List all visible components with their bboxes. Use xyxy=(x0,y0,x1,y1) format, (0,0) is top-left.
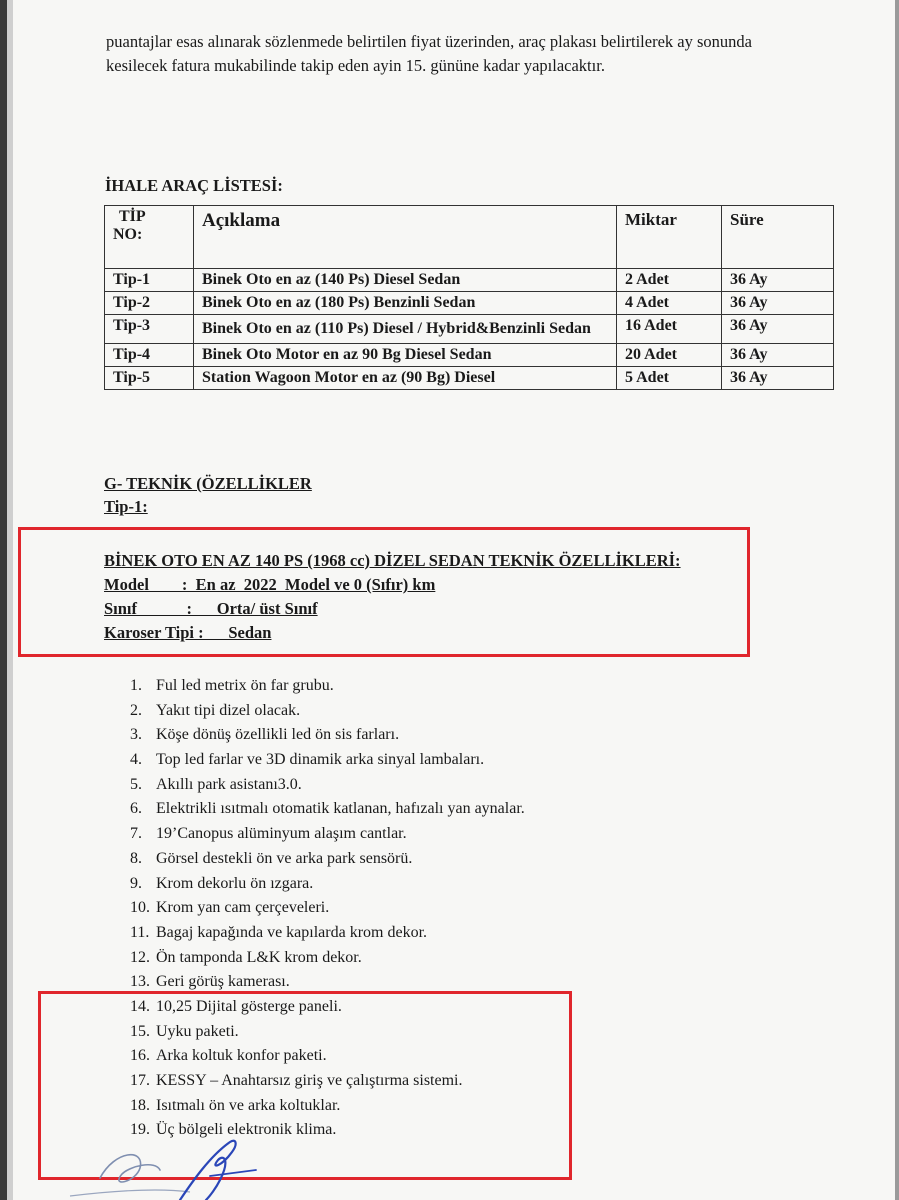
header-tip-no xyxy=(105,206,194,269)
header-duration xyxy=(722,206,834,269)
item-text: Krom yan cam çerçeveleri. xyxy=(156,899,330,917)
list-item xyxy=(130,723,525,748)
item-number: 18. xyxy=(130,1096,150,1114)
item-text: Yakıt tipi dizel olacak. xyxy=(156,701,301,719)
vehicle-list-title: İHALE ARAÇ LİSTESİ: xyxy=(105,176,283,195)
technical-section-title: G- TEKNİK (ÖZELLİKLER xyxy=(104,474,312,493)
cell-quantity: 4 Adet xyxy=(617,292,722,315)
item-number: 13. xyxy=(130,973,150,991)
item-text: Akıllı park asistanı3.0. xyxy=(156,775,302,793)
cell-quantity: 16 Adet xyxy=(617,315,722,344)
item-text: Top led farlar ve 3D dinamik arka sinyal lambaları. xyxy=(156,751,485,769)
item-number: 16. xyxy=(130,1047,150,1065)
item-number: 12. xyxy=(130,948,150,966)
cell-description: Binek Oto en az (110 Ps) Diesel / Hybrid&Benzinli Sedan xyxy=(194,315,617,344)
header-description-label: Açıklama xyxy=(202,210,281,231)
intro-line-2: kesilecek fatura mukabilinde takip eden ayin 15. gününe kadar yapılacaktır. xyxy=(106,56,605,75)
list-item xyxy=(130,921,525,946)
item-text: Üç bölgeli elektronik klima. xyxy=(156,1121,337,1139)
item-number: 11. xyxy=(130,923,150,941)
cell-duration: 36 Ay xyxy=(722,292,834,315)
scan-edge-shadow xyxy=(7,0,13,1200)
header-quantity xyxy=(617,206,722,269)
item-text: Krom dekorlu ön ızgara. xyxy=(156,874,314,892)
item-text: Ön tamponda L&K krom dekor. xyxy=(156,948,362,966)
spec-class: Sınıf : Orta/ üst Sınıf xyxy=(104,599,318,618)
item-number: 8. xyxy=(130,849,142,867)
item-number: 15. xyxy=(130,1022,150,1040)
item-number: 19. xyxy=(130,1121,150,1139)
item-text: 19’Canopus alüminyum alaşım cantlar. xyxy=(156,825,407,843)
list-item xyxy=(130,822,525,847)
cell-description: Binek Oto en az (140 Ps) Diesel Sedan xyxy=(194,269,617,292)
signature-icon xyxy=(60,1130,300,1200)
spec-title: BİNEK OTO EN AZ 140 PS (1968 cc) DİZEL SEDAN TEKNİK ÖZELLİKLERİ: xyxy=(104,551,681,570)
cell-tip: Tip-1 xyxy=(105,269,194,292)
cell-duration: 36 Ay xyxy=(722,344,834,367)
cell-duration: 36 Ay xyxy=(722,315,834,344)
cell-description: Binek Oto en az (180 Ps) Benzinli Sedan xyxy=(194,292,617,315)
table-row xyxy=(105,344,834,367)
spec-model: Model : En az 2022 Model ve 0 (Sıfır) km xyxy=(104,575,436,594)
header-no-label: NO: xyxy=(113,226,143,243)
header-description xyxy=(194,206,617,269)
item-text: Ful led metrix ön far grubu. xyxy=(156,677,334,694)
cell-description: Binek Oto Motor en az 90 Bg Diesel Sedan xyxy=(194,344,617,367)
item-text: Geri görüş kamerası. xyxy=(156,973,290,991)
item-text: Isıtmalı ön ve arka koltuklar. xyxy=(156,1096,341,1114)
item-number: 10. xyxy=(130,899,150,917)
spec-body-type: Karoser Tipi : Sedan xyxy=(104,623,272,642)
header-duration-label: Süre xyxy=(730,210,764,229)
cell-quantity: 2 Adet xyxy=(617,269,722,292)
list-item xyxy=(130,847,525,872)
item-text: Arka koltuk konfor paketi. xyxy=(156,1047,327,1065)
cell-duration: 36 Ay xyxy=(722,269,834,292)
list-item xyxy=(130,946,525,971)
item-number: 2. xyxy=(130,701,142,719)
scan-edge-right xyxy=(895,0,899,1200)
item-text: Görsel destekli ön ve arka park sensörü. xyxy=(156,849,413,867)
intro-line-1: puantajlar esas alınarak sözlenmede belirtilen fiyat üzerinden, araç plakası belirtilerek ay sonunda xyxy=(106,32,752,51)
list-item xyxy=(130,674,525,699)
cell-tip: Tip-3 xyxy=(105,315,194,344)
cell-tip: Tip-4 xyxy=(105,344,194,367)
list-item xyxy=(130,797,525,822)
list-item xyxy=(130,748,525,773)
table-row xyxy=(105,269,834,292)
cell-description: Station Wagoon Motor en az (90 Bg) Diesel xyxy=(194,367,617,390)
item-number: 6. xyxy=(130,800,142,818)
item-number: 3. xyxy=(130,726,142,744)
header-tip-label: TİP xyxy=(119,208,146,225)
vehicle-table xyxy=(104,205,834,390)
item-number: 5. xyxy=(130,775,142,793)
table-row xyxy=(105,367,834,390)
scan-edge-left xyxy=(0,0,7,1200)
list-item xyxy=(130,896,525,921)
item-text: Bagaj kapağında ve kapılarda krom dekor. xyxy=(156,923,428,941)
cell-quantity: 20 Adet xyxy=(617,344,722,367)
item-text: 10,25 Dijital gösterge paneli. xyxy=(156,997,342,1015)
cell-quantity: 5 Adet xyxy=(617,367,722,390)
cell-tip: Tip-5 xyxy=(105,367,194,390)
technical-subsection: Tip-1: xyxy=(104,497,148,516)
item-number: 17. xyxy=(130,1072,150,1089)
intro-paragraph xyxy=(106,30,836,78)
header-quantity-label: Miktar xyxy=(625,210,677,229)
table-row xyxy=(105,315,834,344)
item-text: Uyku paketi. xyxy=(156,1022,239,1040)
cell-duration: 36 Ay xyxy=(722,367,834,390)
table-header-row xyxy=(105,206,834,269)
table-row xyxy=(105,292,834,315)
item-number: 1. xyxy=(130,677,142,694)
item-number: 14. xyxy=(130,997,150,1015)
item-text: KESSY – Anahtarsız giriş ve çalıştırma sistemi. xyxy=(156,1072,463,1089)
item-text: Elektrikli ısıtmalı otomatik katlanan, hafızalı yan aynalar. xyxy=(156,800,525,818)
list-item xyxy=(130,699,525,724)
item-number: 4. xyxy=(130,751,142,769)
item-text: Köşe dönüş özellikli led ön sis farları. xyxy=(156,726,400,744)
item-number: 7. xyxy=(130,825,142,843)
list-item xyxy=(130,773,525,798)
item-number: 9. xyxy=(130,874,142,892)
list-item xyxy=(130,872,525,897)
cell-tip: Tip-2 xyxy=(105,292,194,315)
